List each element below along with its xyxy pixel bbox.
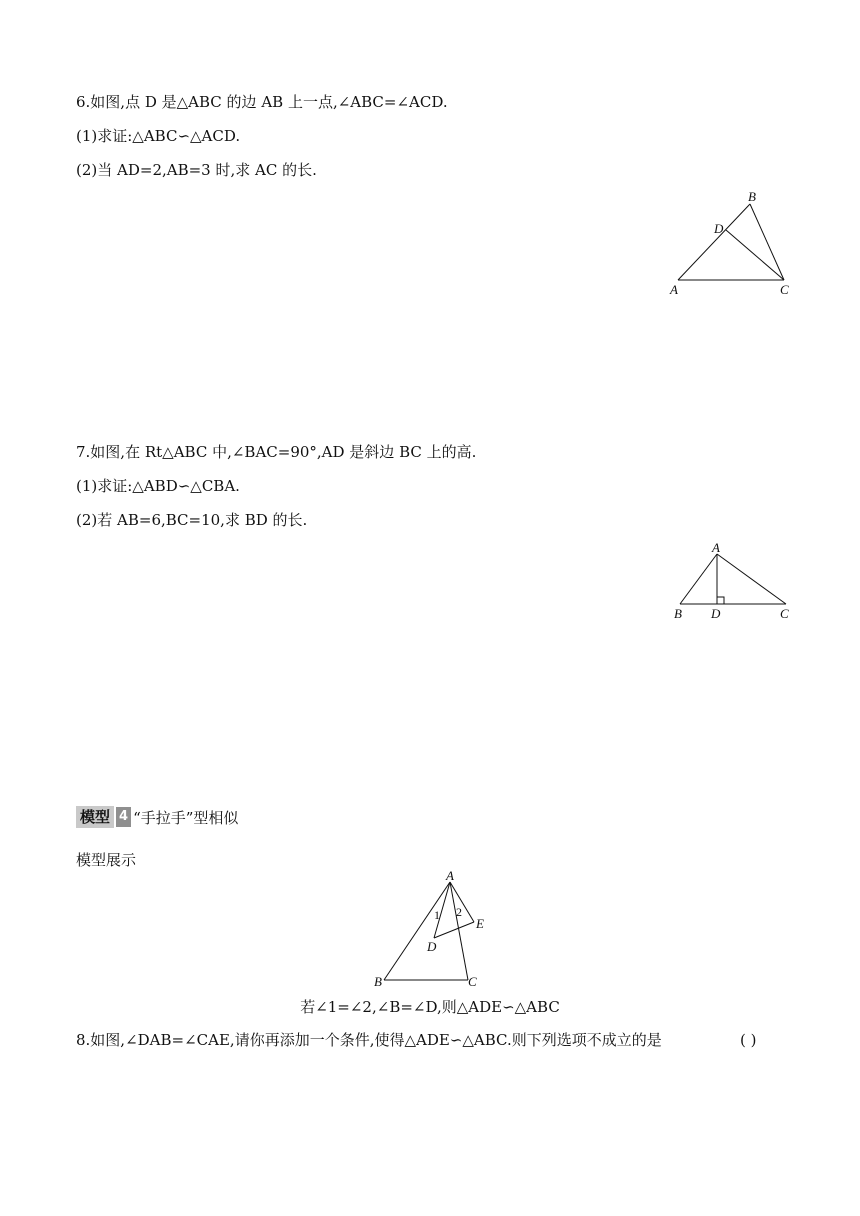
model-side-AB <box>384 882 450 980</box>
q7-side-AC <box>717 554 786 604</box>
model-number-badge: 4 <box>116 807 131 827</box>
q7-label-A: A <box>712 540 720 555</box>
model-title: “手拉手”型相似 <box>133 808 239 827</box>
model-label-D: D <box>427 939 437 954</box>
model-figure <box>364 870 504 992</box>
model-heading <box>76 806 238 828</box>
model-label-C: C <box>468 974 477 989</box>
q6-label-D: D <box>714 221 724 236</box>
model-subtitle: 模型展示 <box>76 851 137 869</box>
model-badge: 模型 <box>76 806 114 828</box>
q6-label-C: C <box>780 282 789 297</box>
q7-label-C: C <box>780 606 789 621</box>
q8-answer-paren: ( ) <box>740 1031 757 1049</box>
q6-part1: (1)求证:△ABC∽△ACD. <box>76 127 241 145</box>
q6-part2: (2)当 AD=2,AB=3 时,求 AC 的长. <box>76 161 317 179</box>
model-side-DE <box>434 922 474 938</box>
q7-stem: 7.如图,在 Rt△ABC 中,∠BAC=90°,AD 是斜边 BC 上的高. <box>76 443 477 461</box>
q7-label-B: B <box>674 606 682 621</box>
model-label-B: B <box>374 974 382 989</box>
q8-stem-text: 8.如图,∠DAB=∠CAE,请你再添加一个条件,使得△ADE∽△ABC.则下列选项不成立的是 <box>76 1031 662 1049</box>
model-label-A: A <box>446 870 454 883</box>
q6-figure <box>660 186 800 298</box>
q6-label-A: A <box>670 282 678 297</box>
q8-stem <box>76 1030 662 1050</box>
q6-side-BC <box>750 204 784 280</box>
q6-stem: 6.如图,点 D 是△ABC 的边 AB 上一点,∠ABC=∠ACD. <box>76 93 448 111</box>
q7-label-D: D <box>711 606 721 621</box>
q6-segment-CD <box>726 230 784 280</box>
q6-label-B: B <box>748 189 756 204</box>
model-angle-2: 2 <box>456 905 462 919</box>
q7-part1: (1)求证:△ABD∽△CBA. <box>76 477 240 495</box>
q7-part2: (2)若 AB=6,BC=10,求 BD 的长. <box>76 511 308 529</box>
model-angle-1: 1 <box>434 908 440 922</box>
q7-figure <box>664 540 800 624</box>
model-caption: 若∠1=∠2,∠B=∠D,则△ADE∽△ABC <box>300 998 560 1016</box>
q7-side-AB <box>680 554 717 604</box>
model-label-E: E <box>476 916 484 931</box>
q7-right-angle-mark <box>717 597 724 604</box>
